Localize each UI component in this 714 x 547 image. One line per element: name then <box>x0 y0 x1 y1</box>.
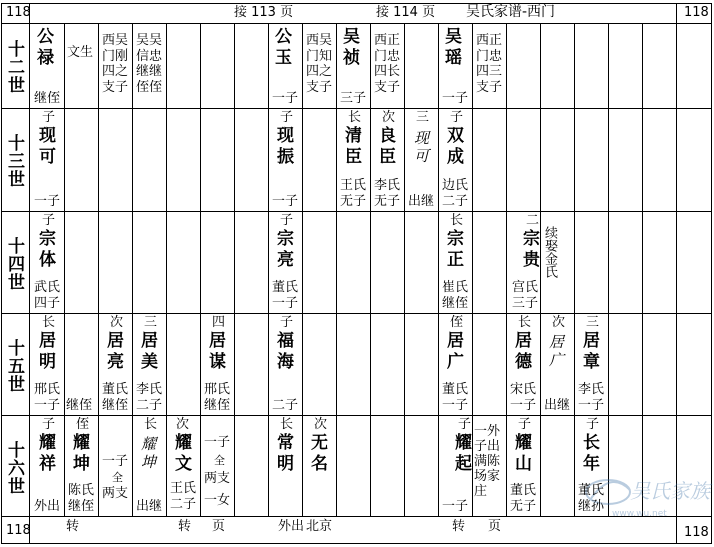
spouse-label: 董氏 <box>578 483 605 498</box>
person-note: 一子 <box>442 91 469 106</box>
person-name: 居章 <box>579 331 599 373</box>
descendant-note: 两支 <box>102 486 129 501</box>
relation-label: 次 <box>314 417 328 432</box>
emigrated-label: 外出 <box>278 519 305 534</box>
relation-label: 三 <box>586 315 600 330</box>
relation-label: 二 <box>526 213 540 228</box>
person-note: 一子 <box>272 296 299 311</box>
spouse-label: 王氏 <box>170 481 197 496</box>
relation-label: 次 <box>110 315 124 330</box>
relation-label: 子 <box>586 417 600 432</box>
spouse-label: 邢氏 <box>34 382 61 397</box>
emigration-note: 一外子出满陈场家庄 <box>474 424 501 499</box>
person-name: 耀山 <box>511 433 531 475</box>
spouse-label: 边氏 <box>442 178 469 193</box>
person-note: 出继 <box>136 499 163 514</box>
branch-note: 西吴门知四之支子 <box>306 33 333 95</box>
relation-label: 子 <box>450 110 464 125</box>
page-label: 页 <box>212 519 226 534</box>
person-name: 居亮 <box>103 331 123 373</box>
spouse-label: 邢氏 <box>204 382 231 397</box>
relation-label: 长 <box>280 417 294 432</box>
spouse-label: 宋氏 <box>510 382 537 397</box>
spouse-label: 武氏 <box>34 280 61 295</box>
remarriage-note: 续娶金氏 <box>542 226 557 278</box>
descendant-note: 两支 <box>204 471 231 486</box>
spouse-label: 宫氏 <box>512 280 539 295</box>
continue-to-label: 接 114 页 <box>376 5 436 20</box>
relation-label: 子 <box>42 110 56 125</box>
spouse-label: 李氏 <box>136 382 163 397</box>
person-note: 三子 <box>512 296 539 311</box>
person-note: 一子 <box>34 398 61 413</box>
person-name: 宗亮 <box>273 229 293 271</box>
person-note: 继侄 <box>68 499 95 514</box>
person-note: 继孙 <box>578 499 605 514</box>
relation-label: 长 <box>144 417 158 432</box>
relation-label: 四 <box>212 315 226 330</box>
person-name: 吴瑶 <box>441 27 461 69</box>
person-note: 一子 <box>578 398 605 413</box>
page-number-right: 118 <box>684 5 709 20</box>
generation-label-12: 十二世 <box>4 40 24 94</box>
person-note: 继侄 <box>34 91 61 106</box>
person-name: 耀起 <box>451 433 471 475</box>
person-note: 一子 <box>272 91 299 106</box>
person-note: 二子 <box>442 194 469 209</box>
person-name: 耀坤 <box>69 433 89 475</box>
relation-label: 次 <box>552 315 566 330</box>
spouse-label: 董氏 <box>510 483 537 498</box>
spouse-label: 董氏 <box>442 382 469 397</box>
person-name: 耀坤 <box>139 436 157 472</box>
relation-label: 子 <box>518 417 532 432</box>
person-note: 继侄 <box>66 398 93 413</box>
person-note: 一子 <box>34 194 61 209</box>
person-name: 公禄 <box>33 27 53 69</box>
person-name: 居广 <box>547 334 565 370</box>
relation-label: 三 <box>144 315 158 330</box>
person-name: 现可 <box>35 126 55 168</box>
watermark-logo <box>586 479 713 519</box>
descendant-note: 全 <box>112 471 123 484</box>
person-note: 一子 <box>442 398 469 413</box>
person-note: 二子 <box>136 398 163 413</box>
spouse-label: 董氏 <box>102 382 129 397</box>
branch-note: 西吴门刚四之支子 <box>102 33 129 95</box>
continue-from-label: 接 113 页 <box>234 5 294 20</box>
person-name: 耀文 <box>171 433 191 475</box>
person-name: 双成 <box>443 126 463 168</box>
beijing-label: 北京 <box>306 519 333 534</box>
page-number-left: 118 <box>6 5 31 20</box>
person-note: 三子 <box>340 91 367 106</box>
person-name: 宗体 <box>35 229 55 271</box>
relation-label: 三 <box>416 110 430 125</box>
relation-label: 长 <box>42 315 56 330</box>
person-name: 居德 <box>511 331 531 373</box>
person-name: 清臣 <box>341 126 361 168</box>
descendant-note: 一子 <box>102 454 129 469</box>
spouse-label: 崔氏 <box>442 280 469 295</box>
descendant-note: 一女 <box>204 493 231 508</box>
person-note: 二子 <box>170 497 197 512</box>
person-name: 福海 <box>273 331 293 373</box>
person-note: 无子 <box>510 499 537 514</box>
person-note: 一子 <box>272 194 299 209</box>
person-note: 出继 <box>544 398 571 413</box>
spouse-label: 王氏 <box>340 178 367 193</box>
person-name: 宗贵 <box>519 229 539 271</box>
relation-label: 子 <box>42 417 56 432</box>
relation-label: 长 <box>518 315 532 330</box>
relation-label: 长 <box>450 213 464 228</box>
spouse-label: 李氏 <box>578 382 605 397</box>
relation-label: 次 <box>176 417 190 432</box>
descendant-note: 全 <box>214 454 225 467</box>
person-name: 宗正 <box>443 229 463 271</box>
generation-label-16: 十六世 <box>4 441 24 495</box>
person-note: 无子 <box>340 194 367 209</box>
page-label: 页 <box>488 519 502 534</box>
relation-label: 子 <box>458 417 472 432</box>
person-note: 二子 <box>272 398 299 413</box>
person-note: 文生 <box>67 45 94 60</box>
turn-label: 转 <box>452 519 466 534</box>
person-name: 居谋 <box>205 331 225 373</box>
branch-note: 西正门忠四三支子 <box>476 33 503 95</box>
relation-label: 子 <box>280 110 294 125</box>
person-name: 居明 <box>35 331 55 373</box>
branch-note: 西正门忠四长支子 <box>374 33 401 95</box>
spouse-label: 董氏 <box>272 280 299 295</box>
person-name: 长年 <box>579 433 599 475</box>
generation-label-14: 十四世 <box>4 237 24 291</box>
spouse-label: 李氏 <box>374 178 401 193</box>
person-name: 现可 <box>412 130 430 166</box>
turn-label: 转 <box>66 519 80 534</box>
person-name: 居美 <box>137 331 157 373</box>
person-name: 吴祯 <box>339 27 359 69</box>
person-note: 无子 <box>374 194 401 209</box>
person-note: 出继 <box>408 194 435 209</box>
person-note: 继侄 <box>102 398 129 413</box>
person-note: 一子 <box>510 398 537 413</box>
person-name: 居广 <box>443 331 463 373</box>
descendant-note: 一子 <box>204 435 231 450</box>
relation-label: 次 <box>382 110 396 125</box>
person-note: 四子 <box>34 296 61 311</box>
relation-label: 子 <box>280 315 294 330</box>
svg-text:www.wu.net: www.wu.net <box>612 509 667 519</box>
generation-label-15: 十五世 <box>4 339 24 393</box>
person-note: 继侄 <box>204 398 231 413</box>
person-note: 外出 <box>34 499 61 514</box>
person-note: 继侄 <box>442 296 469 311</box>
relation-label: 侄 <box>76 417 90 432</box>
person-name: 常明 <box>273 433 293 475</box>
relation-label: 长 <box>348 110 362 125</box>
turn-label: 转 <box>178 519 192 534</box>
generation-label-13: 十三世 <box>4 134 24 188</box>
page-title: 吴氏家谱-西门 <box>466 4 556 20</box>
person-name: 耀祥 <box>35 433 55 475</box>
person-name: 良臣 <box>375 126 395 168</box>
relation-label: 子 <box>42 213 56 228</box>
relation-label: 侄 <box>450 315 464 330</box>
person-name: 公玉 <box>271 27 291 69</box>
person-name: 无名 <box>307 433 327 475</box>
page-number-left-footer: 118 <box>6 523 31 538</box>
svg-text:吴氏家族: 吴氏家族 <box>630 479 710 503</box>
person-name: 现振 <box>273 126 293 168</box>
branch-note: 吴吴信忠继继侄侄 <box>136 33 163 95</box>
spouse-label: 陈氏 <box>68 483 95 498</box>
page-number-right-footer: 118 <box>684 525 709 540</box>
relation-label: 子 <box>280 213 294 228</box>
person-note: 一子 <box>442 499 469 514</box>
